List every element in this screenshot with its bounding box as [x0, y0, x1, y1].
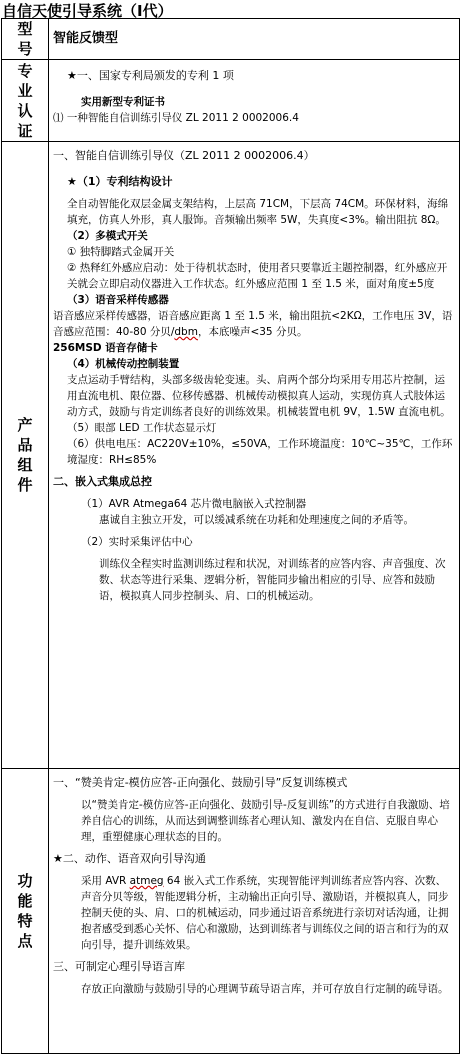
comp-s2-sub1-text: 惠诚自主独立开发，可以缓减系统在功耗和处理速度之间的矛盾等。 [99, 514, 414, 526]
feat-f2-text: 采用 AVR atmeg 64 嵌入式工作系统，实现智能评判训练者应答内容、次数、声音分贝等级，智能逻辑分析，主动输出正向引导、激励语，并模拟真人，同步控制天使的头、肩、口的机械运动，同步通过语音系统进行亲切对话沟通，让拥抱者感受到悉心关怀、信心和激励，达到训练者与训练仪之间的语言和行为的双向引导，提升训练效果。 [81, 875, 449, 951]
certification-cell [49, 60, 460, 142]
comp-s1-sub1-text: 全自动智能化双层金属支架结构，上层高 71CM，下层高 74CM。环保材料，海绵填充，仿真人外形，真人服饰。音频输出频率 5W，失真度<3%。输出阻抗 8Ω。 [67, 198, 449, 226]
comp-s1-sub3: （3）语音采样传感器 [67, 294, 169, 306]
feat-f1-text: 以“赞美肯定-模仿应答-正向强化、鼓励引导-反复训练”的方式进行自我激励、培养自信心的训练，从而达到调整训练者心理认知、激发内在自信、克服自卑心理，重塑健康心理状态的目的。 [81, 799, 450, 843]
cert-line3: ⑴ 一种智能自信训练引导仪 ZL 2011 2 0002006.4 [53, 112, 299, 124]
comp-s1-sub4: （4）机械传动控制装置 [67, 358, 180, 370]
components-cell [49, 142, 460, 769]
label-type: 型 号 [2, 19, 49, 60]
comp-s1-sub2-a: ① 独特脚踏式金属开关 [67, 246, 175, 258]
type-value: 智能反馈型 [53, 31, 119, 46]
row-certification [2, 60, 460, 142]
row-components [2, 142, 460, 769]
comp-s1-sub1: ★（1）专利结构设计 [67, 175, 173, 188]
comp-s1-sub3-text: 语音感应采样传感器，语音感应距离 1 至 1.5 米，输出阻抗<2KΩ，工作电压 3V，语音感应范围：40-80 分贝/dbm，本底噪声<35 分贝。 [53, 310, 453, 338]
feat-f3-text: 存放正向激励与鼓励引导的心理调节疏导语言库，并可存放自行定制的疏导语。 [81, 983, 449, 995]
feat-f3-title: 三、可制定心理引导语言库 [53, 960, 185, 973]
comp-s1-sub4-text: 支点运动手臂结构，头部多级齿轮变速。头、肩两个部分均采用专用芯片控制，运用直流电机、限位器、位移传感器、机械传动模拟真人运动，实现仿真人式肢体运动方式，鼓励与肯定训练者良好的训练效果。机械装置电机 9V，1.5W 直流电机。 [67, 374, 451, 418]
comp-s2-sub2-text: 训练仪全程实时监测训练过程和状况，对训练者的应答内容、声音强度、次数、状态等进行采集、逻辑分析，智能同步输出相应的引导、应答和鼓励语，模拟真人同步控制头、肩、口的机械运动。 [99, 558, 446, 602]
comp-s1-sub2-b: ② 热释红外感应启动：处于待机状态时，使用者只要靠近主题控制器，红外感应开关就会立即启动仪器进入工作状态。红外感应范围 1 至 1.5 米，面对角度±5度 [67, 262, 448, 290]
comp-s1-title: 一、智能自信训练引导仪（ZL 2011 2 0002006.4） [53, 149, 315, 162]
comp-s1-sub3b: 256MSD 语音存储卡 [53, 342, 158, 354]
comp-s1-sub2: （2）多模式开关 [67, 230, 148, 242]
type-value-cell [49, 19, 460, 60]
spec-table [1, 18, 460, 1054]
page-title: 自信天使引导系统（Ⅰ代） [2, 2, 173, 20]
cert-line2: 实用新型专利证书 [81, 96, 165, 108]
cert-line1: ★一、国家专利局颁发的专利 1 项 [67, 69, 234, 82]
comp-s1-sub5: （5）眼部 LED 工作状态显示灯 [67, 422, 217, 434]
comp-s2-title: 二、嵌入式集成总控 [53, 475, 152, 488]
feat-f2-title: ★二、动作、语音双向引导沟通 [53, 852, 206, 865]
row-type [2, 19, 460, 60]
label-certification: 专 业 认 证 [2, 60, 49, 142]
label-components: 产 品 组 件 [2, 142, 49, 769]
feat-f1-title: 一、“赞美肯定-模仿应答-正向强化、鼓励引导”反复训练模式 [53, 776, 348, 789]
row-features [2, 769, 460, 1054]
comp-s2-sub2: （2）实时采集评估中心 [81, 536, 193, 548]
features-cell [49, 769, 460, 1054]
comp-s2-sub1: （1）AVR Atmega64 芯片微电脑嵌入式控制器 [81, 498, 307, 510]
label-features: 功 能 特 点 [2, 769, 49, 1054]
comp-s1-sub6: （6）供电电压：AC220V±10%，≤50VA，工作环境温度：10℃~35℃，工作环境湿度：RH≤85% [67, 438, 453, 466]
